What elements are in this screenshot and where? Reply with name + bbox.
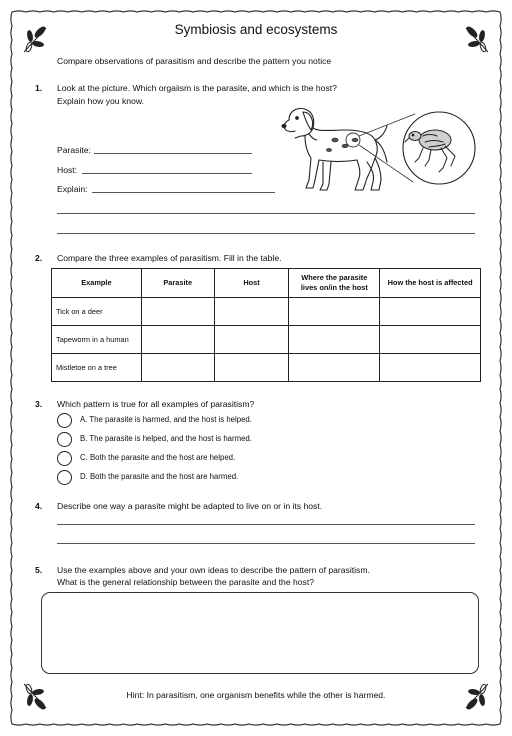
answer-cell[interactable]	[141, 326, 214, 354]
option-radio-d[interactable]	[57, 470, 72, 485]
answer-cell[interactable]	[380, 298, 481, 326]
intro-text: Compare observations of parasitism and describe the pattern you notice	[57, 56, 332, 66]
answer-line[interactable]	[57, 543, 475, 544]
option-radio-c[interactable]	[57, 451, 72, 466]
column-header: Where the parasite lives on/in the host	[289, 269, 380, 298]
table-row	[52, 354, 481, 382]
explain-answer-line[interactable]	[92, 192, 275, 193]
example-cell: Mistletoe on a tree	[52, 354, 142, 382]
column-header: Host	[214, 269, 289, 298]
dog-illustration	[275, 100, 485, 200]
answer-cell[interactable]	[380, 354, 481, 382]
answer-cell[interactable]	[380, 326, 481, 354]
answer-line[interactable]	[57, 524, 475, 525]
table-header-row	[52, 269, 481, 298]
question-number: 5.	[35, 565, 43, 575]
answer-cell[interactable]	[289, 298, 380, 326]
option-radio-b[interactable]	[57, 432, 72, 447]
example-cell: Tick on a deer	[52, 298, 142, 326]
table-row	[52, 298, 481, 326]
question-number: 1.	[35, 83, 43, 93]
answer-line[interactable]	[57, 213, 475, 214]
option-label: B. The parasite is helped, and the host is harmed.	[80, 434, 252, 443]
example-cell: Tapeworm in a human	[52, 326, 142, 354]
answer-cell[interactable]	[289, 326, 380, 354]
question-text: Compare the three examples of parasitism. Fill in the table.	[57, 253, 282, 263]
question-text: Explain how you know.	[57, 96, 144, 106]
question-text: Describe one way a parasite might be adapted to live on or in its host.	[57, 501, 323, 511]
column-header: How the host is affected	[380, 269, 481, 298]
question-text: What is the general relationship between the parasite and the host?	[57, 577, 315, 587]
host-label: Host:	[57, 165, 78, 175]
question-text: Use the examples above and your own ideas to describe the pattern of parasitism.	[57, 565, 370, 575]
question-number: 4.	[35, 501, 43, 511]
parasite-label: Parasite:	[57, 145, 91, 155]
answer-box[interactable]	[41, 592, 479, 674]
answer-cell[interactable]	[141, 354, 214, 382]
explain-label: Explain:	[57, 184, 88, 194]
host-answer-line[interactable]	[82, 173, 252, 174]
answer-cell[interactable]	[141, 298, 214, 326]
column-header: Parasite	[141, 269, 214, 298]
parasite-answer-line[interactable]	[94, 153, 252, 154]
answer-cell[interactable]	[214, 298, 289, 326]
flea-icon	[405, 130, 455, 172]
option-label: D. Both the parasite and the host are harmed.	[80, 472, 239, 481]
column-header: Example	[52, 269, 142, 298]
question-number: 3.	[35, 399, 43, 409]
hint-text: Hint: In parasitism, one organism benefits while the other is harmed.	[126, 690, 386, 700]
page-title: Symbiosis and ecosystems	[174, 22, 338, 37]
answer-cell[interactable]	[289, 354, 380, 382]
question-text: Look at the picture. Which orgaiism is the parasite, and which is the host?	[57, 83, 337, 93]
option-label: C. Both the parasite and the host are helped.	[80, 453, 236, 462]
table-row	[52, 326, 481, 354]
answer-line[interactable]	[57, 233, 475, 234]
answer-cell[interactable]	[214, 326, 289, 354]
parasitism-table	[51, 268, 481, 382]
question-number: 2.	[35, 253, 43, 263]
question-text: Which pattern is true for all examples of parasitism?	[57, 399, 255, 409]
option-label: A. The parasite is harmed, and the host is helped.	[80, 415, 252, 424]
option-radio-a[interactable]	[57, 413, 72, 428]
answer-cell[interactable]	[214, 354, 289, 382]
